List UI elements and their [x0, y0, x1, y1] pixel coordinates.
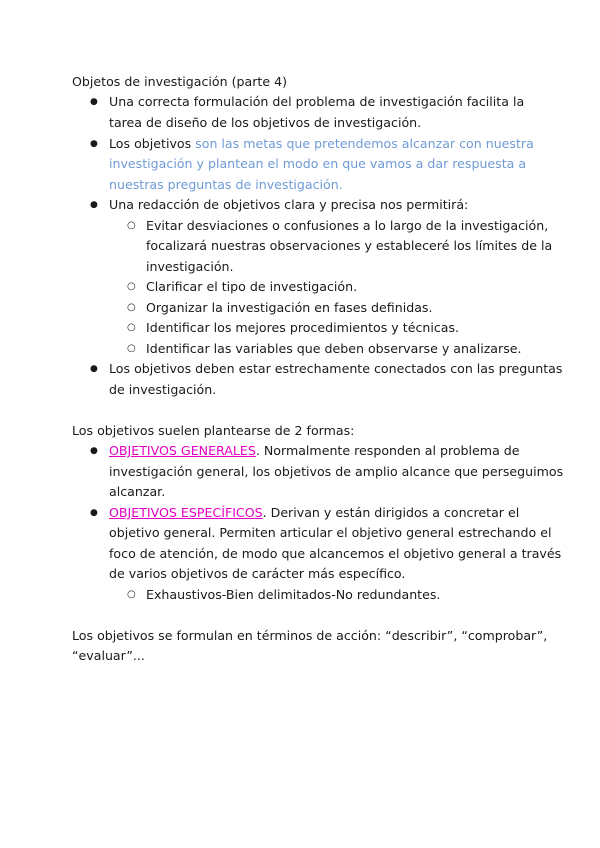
sub4: Identificar los mejores procedimientos y técnicas.: [146, 320, 460, 335]
generales-term: OBJETIVOS GENERALES: [109, 443, 256, 458]
sub1-line3: investigación.: [146, 259, 234, 274]
bullet-dot: ●: [90, 97, 98, 107]
bullet2-line3: nuestras preguntas de investigación.: [109, 177, 343, 192]
sub5: Identificar las variables que deben observarse y analizarse.: [146, 341, 522, 356]
bullet-dot: ●: [90, 139, 98, 149]
bullet4-line1: Los objetivos deben estar estrechamente conectados con las preguntas: [109, 361, 563, 376]
closing-line2: “evaluar”...: [72, 648, 145, 663]
sub2: Clarificar el tipo de investigación.: [146, 279, 358, 294]
bullet4-line2: de investigación.: [109, 382, 217, 397]
bullet-dot: ●: [90, 446, 98, 456]
especificos-line1: [109, 503, 519, 523]
especificos-text: . Derivan y están dirigidos a concretar el: [262, 505, 520, 520]
especificos-sub1: Exhaustivos-Bien delimitados-No redundantes.: [146, 587, 441, 602]
bullet2-lead: Los objetivos: [109, 136, 192, 151]
generales-line1: [109, 441, 520, 461]
sub-bullet-circle: ○: [127, 302, 136, 313]
section-title: Objetos de investigación (parte 4): [72, 74, 288, 89]
sub-bullet-circle: ○: [127, 322, 136, 333]
especificos-line2: objetivo general. Permiten articular el objetivo general estrechando el: [109, 525, 552, 540]
sub-bullet-circle: ○: [127, 220, 136, 231]
bullet-dot: ●: [90, 364, 98, 374]
sub1-line2: focalizará nuestras observaciones y estableceré los límites de la: [146, 238, 553, 253]
generales-line3: alcanzar.: [109, 484, 166, 499]
bullet-dot: ●: [90, 200, 98, 210]
section2-intro: Los objetivos suelen plantearse de 2 formas:: [72, 423, 355, 438]
generales-text: . Normalmente responden al problema de: [255, 443, 520, 458]
bullet-dot: ●: [90, 508, 98, 518]
bullet1-line2: tarea de diseño de los objetivos de investigación.: [109, 115, 422, 130]
generales-line2: investigación general, los objetivos de amplio alcance que perseguimos: [109, 464, 564, 479]
especificos-line4: de varios objetivos de carácter más específico.: [109, 566, 406, 581]
bullet2-line2: investigación y plantean el modo en que vamos a dar respuesta a: [109, 156, 527, 171]
bullet1-line1: Una correcta formulación del problema de investigación facilita la: [109, 94, 525, 109]
bullet3-text: Una redacción de objetivos clara y precisa nos permitirá:: [109, 197, 469, 212]
sub-bullet-circle: ○: [127, 589, 136, 600]
especificos-line3: foco de atención, de modo que alcancemos el objetivo general a través: [109, 546, 562, 561]
sub1-line1: Evitar desviaciones o confusiones a lo largo de la investigación,: [146, 218, 549, 233]
sub3: Organizar la investigación en fases definidas.: [146, 300, 433, 315]
sub-bullet-circle: ○: [127, 343, 136, 354]
closing-line1: Los objetivos se formulan en términos de acción: “describir”, “comprobar”,: [72, 628, 548, 643]
especificos-term: OBJETIVOS ESPECÍFICOS: [109, 505, 263, 520]
bullet2-highlight: son las metas que pretendemos alcanzar con nuestra: [191, 136, 534, 151]
sub-bullet-circle: ○: [127, 281, 136, 292]
bullet2-line1: [109, 134, 534, 154]
